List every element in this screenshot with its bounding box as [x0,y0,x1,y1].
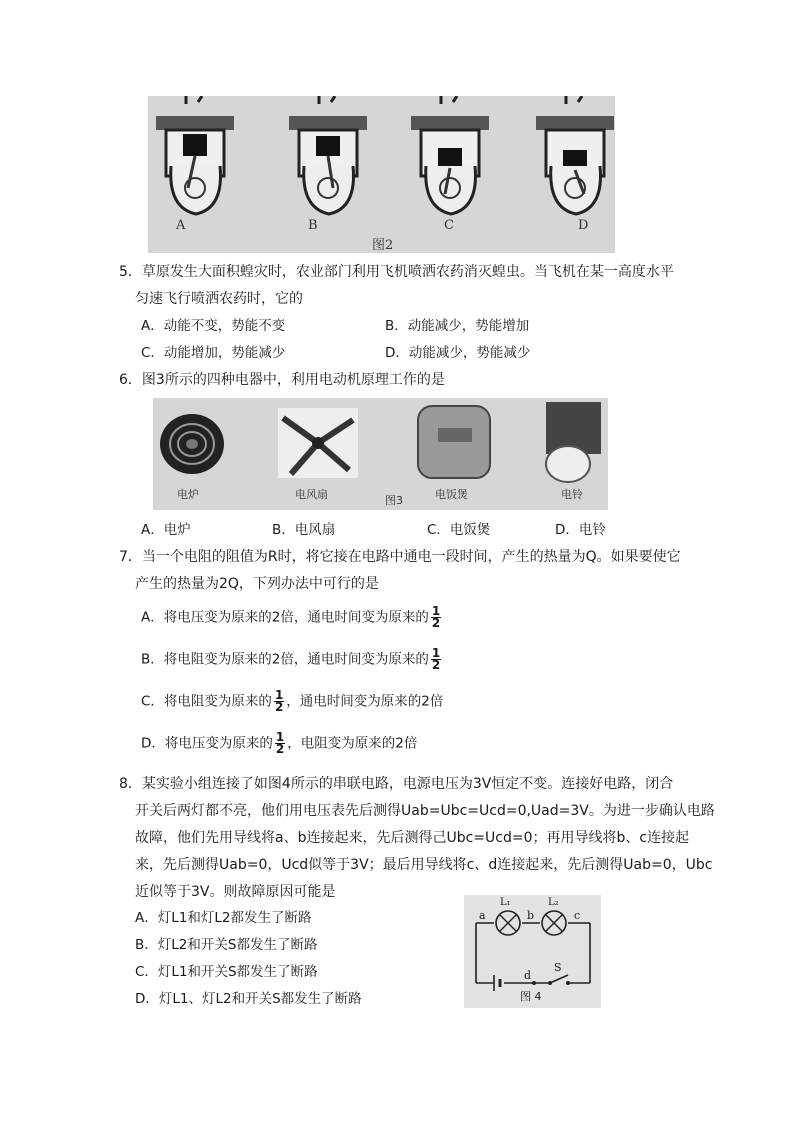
question-7-option-b-text: B．将电阻变为原来的2倍，通电时间变为原来的 [141,651,429,668]
question-8-line-1: 8．某实验小组连接了如图4所示的串联电路，电源电压为3V恒定不变。连接好电路，闭合 [119,776,674,792]
question-7-option-d [141,732,417,755]
engine-diagram-a [156,96,234,214]
question-7-line-1: 7．当一个电阻的阻值为R时，将它接在电路中通电一段时间，产生的热量为Q。如果要使它 [119,549,681,565]
switch-contact-icon [566,981,570,985]
question-6-option-b: B．电风扇 [272,522,336,538]
electric-stove-icon [160,414,224,474]
figure-2-image [148,96,615,253]
circuit-label-l2: L₂ [548,897,559,908]
figure-3-label-bell: 电铃 [561,488,583,501]
question-7-option-c-text-end: ，通电时间变为原来的2倍 [286,693,444,710]
circuit-label-s: S [554,961,562,974]
question-5-option-c: C．动能增加，势能减少 [141,345,286,361]
electric-fan-icon [278,408,358,478]
appliances-illustration [153,398,608,510]
circuit-label-a: a [479,909,486,922]
question-8-line-2: 开关后两灯都不亮，他们用电压表先后测得Uab=Ubc=Ucd=0,Uad=3V。为进一步确认电路 [135,803,715,819]
figure-2-label-b: B [308,218,318,233]
figure-3-image [153,398,608,510]
question-5-option-d: D．动能减少，势能减少 [385,345,531,361]
lamp-l2-icon [542,911,566,935]
fraction-one-half: $\frac{1}{2}$ [274,688,284,714]
figure-3-caption: 图3 [385,494,403,507]
question-8-option-b: B．灯L2和开关S都发生了断路 [135,937,318,953]
question-7-option-b [141,648,443,671]
question-7-option-a [141,606,443,629]
question-7-option-d-text-end: ，电阻变为原来的2倍 [287,735,418,752]
circuit-label-b: b [527,909,535,922]
question-5-option-a: A．动能不变，势能不变 [141,318,286,334]
figure-2-caption: 图2 [372,238,394,253]
question-8-option-a: A．灯L1和灯L2都发生了断路 [135,910,312,926]
question-7-option-d-text: D．将电压变为原来的 [141,735,273,752]
question-8-option-d: D．灯L1、灯L2和开关S都发生了断路 [135,991,362,1007]
electric-bell-icon [546,402,601,482]
figure-2-label-c: C [444,218,454,233]
figure-2-label-d: D [578,218,589,233]
question-6-option-a: A．电炉 [141,522,191,538]
figure-3-label-stove: 电炉 [177,488,199,501]
question-5-line-1: 5．草原发生大面积蝗灾时，农业部门利用飞机喷洒农药消灭蝗虫。当飞机在某一高度水平 [119,264,674,280]
engine-diagram-c [411,96,489,214]
question-8-line-4: 来，先后测得Uab=0，Ucd似等于3V；最后用导线将c、d连接起来，先后测得Uab=0，Ubc [135,857,713,873]
lamp-l1-icon [496,911,520,935]
question-6-stem: 6．图3所示的四种电器中，利用电动机原理工作的是 [119,372,445,388]
question-7-option-c-text: C．将电阻变为原来的 [141,693,272,710]
figure-3-label-fan: 电风扇 [295,488,328,501]
fraction-one-half: $\frac{1}{2}$ [431,604,441,630]
question-6-option-c: C．电饭煲 [427,522,491,538]
question-7-line-2: 产生的热量为2Q，下列办法中可行的是 [135,576,379,592]
question-5-line-2: 匀速飞行喷洒农药时，它的 [135,291,303,307]
rice-cooker-icon [418,406,490,478]
engine-strokes-illustration [148,96,615,253]
engine-diagram-b [289,96,367,214]
circuit-label-c: c [574,909,581,922]
fraction-one-half: $\frac{1}{2}$ [275,730,285,756]
circuit-label-l1: L₁ [500,897,511,908]
question-8-line-5: 近似等于3V。则故障原因可能是 [135,884,336,900]
circuit-label-d: d [524,969,532,982]
question-8-option-c: C．灯L1和开关S都发生了断路 [135,964,318,980]
question-7-option-c [141,690,443,713]
question-5-option-b: B．动能减少，势能增加 [385,318,530,334]
question-7-option-a-text: A．将电压变为原来的2倍，通电时间变为原来的 [141,609,429,626]
figure-2-label-a: A [176,218,186,233]
figure-3-label-rice-cooker: 电饭煲 [435,488,468,501]
figure-4-caption: 图 4 [520,990,542,1003]
switch-contact-icon [548,981,552,985]
question-6-option-d: D．电铃 [555,522,606,538]
node-d-dot [532,981,536,985]
fraction-one-half: $\frac{1}{2}$ [431,646,441,672]
question-8-line-3: 故障，他们先用导线将a、b连接起来，先后测得己Ubc=Ucd=0；再用导线将b、c连接起 [135,830,690,846]
engine-diagram-d [536,96,614,214]
figure-4-circuit [464,895,601,1008]
